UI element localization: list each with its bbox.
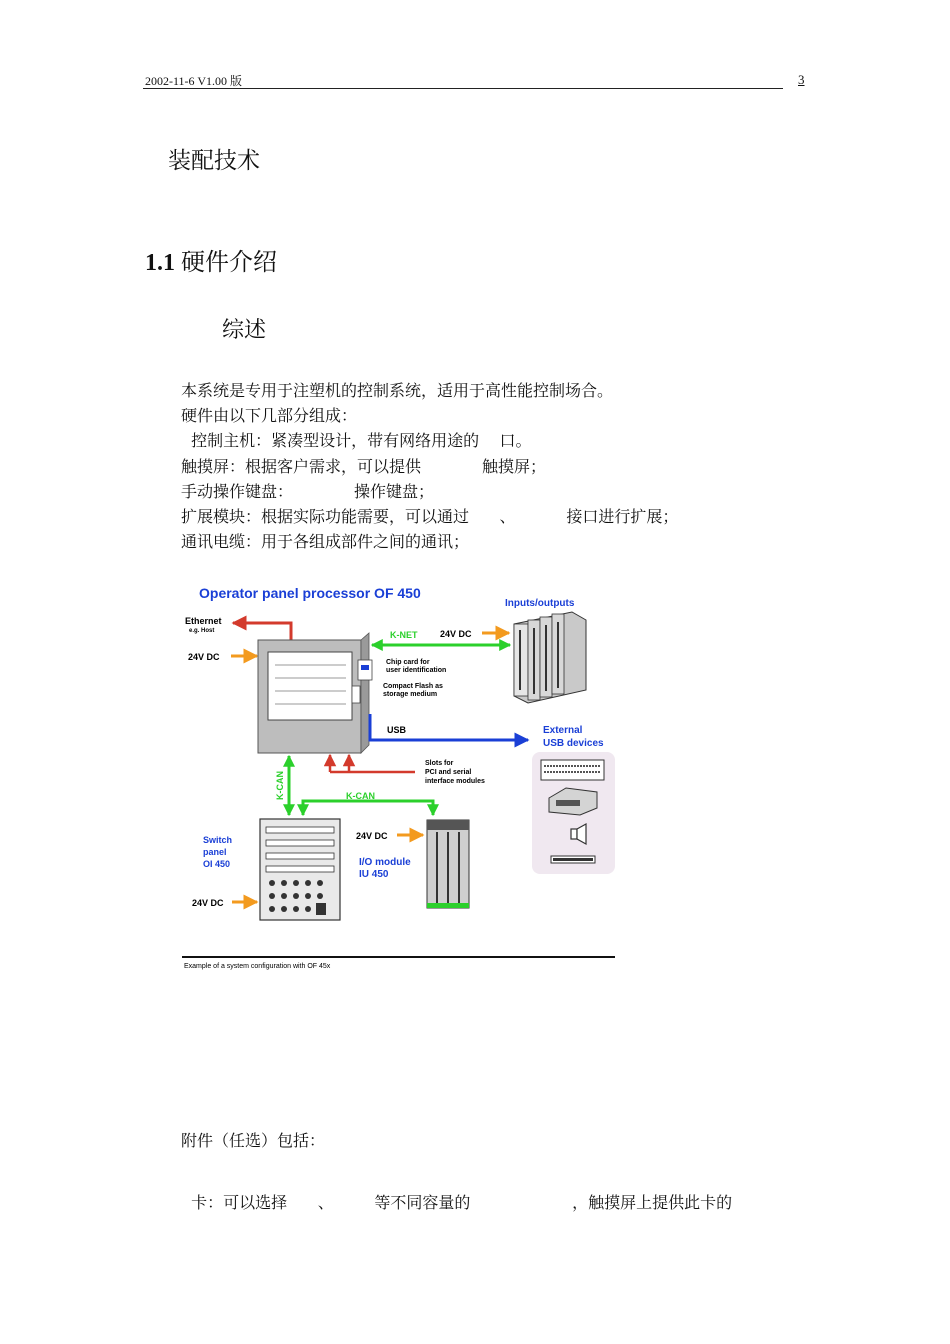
external-usb-devices [532,752,615,874]
ethernet-arrow [233,623,291,640]
switch-panel-device [260,819,340,920]
section-number: 1.1 [145,250,175,276]
operator-panel-device [258,633,372,753]
paragraph-line: 卡：可以选择 、 等不同容量的 ，触摸屏上提供此卡的 [181,1193,733,1212]
compact-flash-label-line1: Compact Flash as [383,683,443,690]
inputs-outputs-label: Inputs/outputs [505,598,575,609]
slots-label-line3: interface modules [425,778,485,785]
switch-panel-label-line2: panel [203,847,227,857]
kcan-vertical-label: K-CAN [275,771,285,800]
dc-label-io-module: 24V DC [356,831,388,841]
paragraph-line: 触摸屏：根据客户需求，可以提供 触摸屏； [181,457,547,476]
paragraph-line: 硬件由以下几部分组成： [181,406,358,425]
dc-label-io-top: 24V DC [440,629,472,639]
ethernet-sub-label: e.g. Host [189,628,215,634]
paragraph-line: 控制主机：紧凑型设计，带有网络用途的 口。 [181,431,532,450]
io-module-device [427,820,469,908]
inputs-outputs-device [514,612,586,703]
section-title: 硬件介绍 [181,248,277,276]
ethernet-label: Ethernet [185,616,222,626]
kcan-horizontal-label: K-CAN [346,791,375,801]
external-usb-label-line2: USB devices [543,738,604,749]
figure-caption: Example of a system configuration with OF 45x [184,963,331,970]
switch-panel-label-line3: OI 450 [203,859,231,869]
header-date-version: 2002-11-6 V1.00 版 [145,74,242,88]
kcan-horizontal-link [303,801,433,815]
paragraph-line: 本系统是专用于注塑机的控制系统，适用于高性能控制场合。 [181,381,614,400]
accessories-label: 附件（任选）包括： [181,1131,326,1150]
figure-title: Operator panel processor OF 450 [199,585,421,601]
chip-card-label-line1: Chip card for [386,659,430,666]
paragraph-line: 通讯电缆：用于各组成部件之间的通讯； [181,532,470,551]
page-number: 3 [798,72,805,87]
switch-panel-label-line1: Switch [203,835,233,845]
knet-label: K-NET [390,630,418,640]
dc-label-switch: 24V DC [192,898,224,908]
chip-card-label-line2: user identification [386,667,447,674]
page-title: 装配技术 [168,148,260,174]
io-module-label-line2: IU 450 [359,869,389,880]
compact-flash-label-line2: storage medium [383,691,438,698]
usb-label: USB [387,725,407,735]
io-module-label-line1: I/O module [359,857,411,868]
dc-label-processor: 24V DC [188,652,220,662]
subsection-heading: 综述 [222,318,267,343]
paragraph-line: 手动操作键盘： 操作键盘； [181,482,435,501]
paragraph-line: 扩展模块：根据实际功能需要，可以通过 、 接口进行扩展； [181,507,679,526]
slots-label-line2: PCI and serial [425,769,472,776]
slots-label-line1: Slots for [425,760,454,767]
external-usb-label-line1: External [543,725,583,736]
